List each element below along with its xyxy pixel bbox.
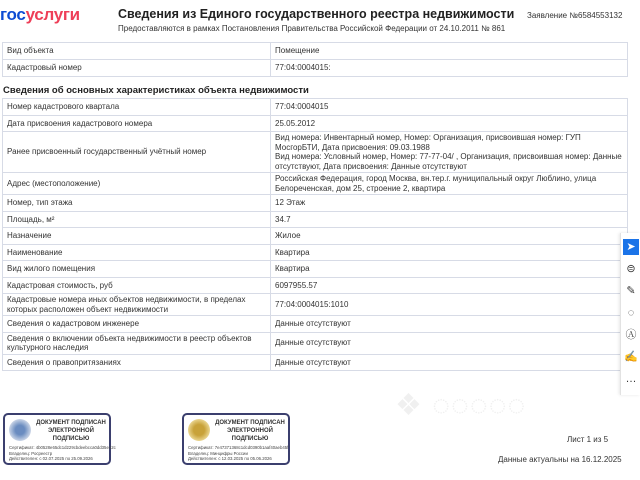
- row-value: Российская Федерация, город Москва, вн.тер.г. муниципальный округ Люблино, улица Белореченская, дом 25, строение 2, квартира: [271, 173, 628, 195]
- logo-part1: гос: [0, 5, 26, 24]
- stamp-details: [9, 445, 116, 462]
- rosreestr-emblem-icon: [9, 419, 31, 441]
- table-row: [3, 132, 628, 173]
- text-box-icon[interactable]: Ⓐ: [625, 329, 637, 341]
- row-label: Площадь, м²: [3, 211, 271, 228]
- row-value: [271, 132, 628, 173]
- row-label: Вид объекта: [3, 43, 271, 60]
- row-value: Жилое: [271, 228, 628, 245]
- page-title: Сведения из Единого государственного реестра недвижимости: [118, 7, 515, 21]
- stamp-heading: ДОКУМЕНТ ПОДПИСАН ЭЛЕКТРОННОЙ ПОДПИСЬЮ: [36, 420, 106, 442]
- sheet-number: Лист 1 из 5: [567, 435, 609, 444]
- signature-stamp-mintsifry: [182, 413, 290, 465]
- table-row: [3, 261, 628, 278]
- stamp-valid: Действителен: с 12.03.2025 по 05.06.2026: [188, 456, 272, 461]
- table-row: [3, 173, 628, 195]
- stamp-owner: Владелец: Минцифры России: [188, 450, 248, 456]
- row-label: Адрес (местоположение): [3, 173, 271, 195]
- table-row: [3, 43, 628, 60]
- watermark: ❖ ◌◌◌◌◌: [395, 389, 527, 422]
- cursor-icon[interactable]: ➤: [623, 239, 639, 255]
- signature-stamp-rosreestr: [3, 413, 116, 465]
- row-value: Квартира: [271, 261, 628, 278]
- comment-icon[interactable]: ⊜: [626, 263, 636, 275]
- more-icon[interactable]: …: [625, 373, 637, 385]
- row-label: Сведения о кадастровом инженере: [3, 316, 271, 333]
- annotation-toolbar: [620, 233, 640, 395]
- stamp-heading: ДОКУМЕНТ ПОДПИСАН ЭЛЕКТРОННОЙ ПОДПИСЬЮ: [215, 420, 285, 442]
- table-row: [3, 195, 628, 212]
- signature-icon[interactable]: ✍: [624, 351, 638, 363]
- application-number: Заявление №6584553132: [527, 11, 623, 20]
- stamp-cert: Сертификат: 4b0528e65dc1d229cbdeebcca0dd35ed2c: [9, 445, 116, 450]
- row-label: Вид жилого помещения: [3, 261, 271, 278]
- row-value: 77:04:0004015:1010: [271, 294, 628, 316]
- row-value: Данные отсутствуют: [271, 332, 628, 354]
- table-row: [3, 60, 628, 77]
- section-title: Сведения об основных характеристиках объекта недвижимости: [3, 85, 309, 96]
- table-row: [3, 294, 628, 316]
- row-label: Дата присвоения кадастрового номера: [3, 115, 271, 132]
- row-value: 6097955.57: [271, 277, 628, 294]
- table-row: [3, 244, 628, 261]
- table-row: [3, 211, 628, 228]
- row-label: Наименование: [3, 244, 271, 261]
- row-value: Помещение: [271, 43, 628, 60]
- pen-icon[interactable]: ✎: [626, 285, 636, 297]
- row-value: Данные отсутствуют: [271, 316, 628, 333]
- table-row: [3, 277, 628, 294]
- row-value: 12 Этаж: [271, 195, 628, 212]
- row-label: Сведения о включении объекта недвижимости в реестр объектов культурного наследия: [3, 332, 271, 354]
- page-subtitle: Предоставляются в рамках Постановления Правительства Российской Федерации от 24.10.2011 № 861: [118, 24, 506, 33]
- object-table: [2, 42, 628, 77]
- row-value: 77:04:0004015: [271, 99, 628, 116]
- row-value: 34.7: [271, 211, 628, 228]
- row-label: Кадастровая стоимость, руб: [3, 277, 271, 294]
- lasso-icon[interactable]: ◌: [627, 307, 635, 319]
- row-label: Номер кадастрового квартала: [3, 99, 271, 116]
- stamp-cert: Сертификат: 7e47371368c1dcd0390b1aaf40aeb45f: [188, 445, 289, 450]
- stamp-owner: Владелец: Росреестр: [9, 450, 53, 456]
- table-row: [3, 354, 628, 371]
- row-value: Данные отсутствуют: [271, 354, 628, 371]
- stamp-details: [188, 445, 288, 462]
- row-value: Квартира: [271, 244, 628, 261]
- table-row: [3, 228, 628, 245]
- characteristics-table: [2, 98, 628, 371]
- table-row: [3, 332, 628, 354]
- row-label: Кадастровый номер: [3, 60, 271, 77]
- row-label: Кадастровые номера иных объектов недвижимости, в пределах которых расположен объект недвижимости: [3, 294, 271, 316]
- table-row: [3, 99, 628, 116]
- row-label: Назначение: [3, 228, 271, 245]
- data-actual-date: Данные актуальны на 16.12.2025: [498, 455, 622, 464]
- value-line: Вид номера: Условный номер, Номер: 77-77-04/ , Организация, присвоившая номер: Данные отсутствуют, Дата присвоения: Данные отсутствуют: [275, 152, 622, 171]
- row-label: Номер, тип этажа: [3, 195, 271, 212]
- russia-emblem-icon: [188, 419, 210, 441]
- row-value: 25.05.2012: [271, 115, 628, 132]
- row-label: Ранее присвоенный государственный учётный номер: [3, 132, 271, 173]
- table-row: [3, 115, 628, 132]
- gosuslugi-logo: [0, 5, 80, 25]
- table-row: [3, 316, 628, 333]
- row-value: 77:04:0004015:: [271, 60, 628, 77]
- row-label: Сведения о правопритязаниях: [3, 354, 271, 371]
- stamp-valid: Действителен: с 02.07.2025 по 25.09.2026: [9, 456, 93, 461]
- logo-part2: услуги: [25, 5, 80, 24]
- value-line: Вид номера: Инвентарный номер, Номер: Организация, присвоившая номер: ГУП МосгорБТИ, Дата присвоения: 09.03.1988: [275, 133, 581, 152]
